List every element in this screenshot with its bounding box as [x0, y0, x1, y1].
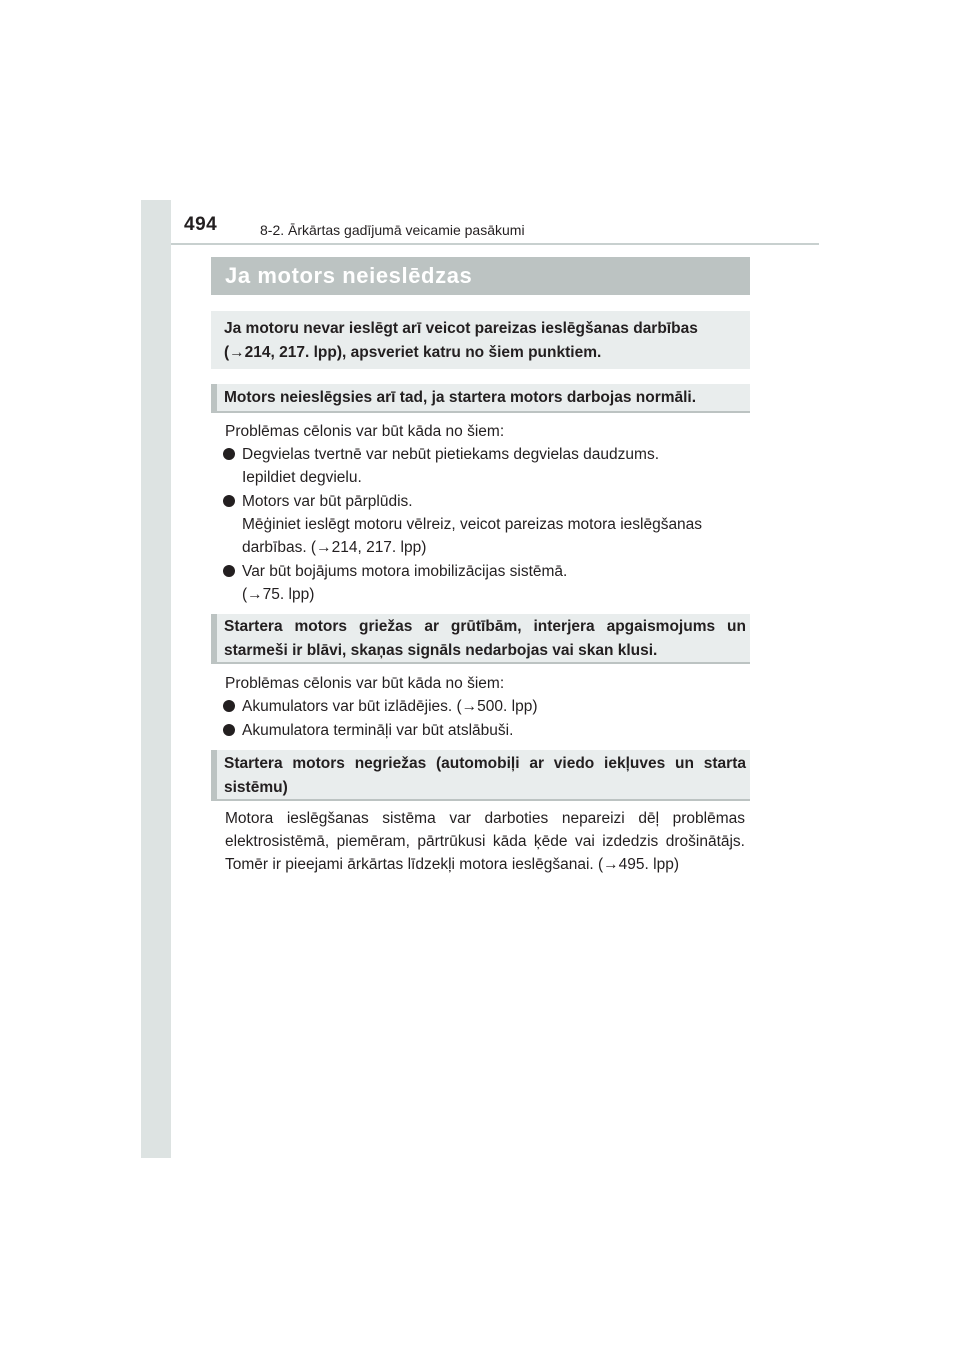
- intro-text: Ja motoru nevar ieslēgt arī veicot pareizas ieslēgšanas darbības (→214, 217. lpp), apsveriet katru no šiem punktiem.: [224, 320, 698, 361]
- list-item-line2: Iepildiet degvielu.: [242, 469, 362, 486]
- list-item-line1: Akumulatora termināļi var būt atslābuši.: [242, 722, 514, 739]
- list-item-line1: Degvielas tvertnē var nebūt pietiekams degvielas daudzums.: [242, 446, 660, 463]
- list-item-line2: (→75. lpp): [242, 586, 315, 603]
- section-body: Motora ieslēgšanas sistēma var darboties nepareizi dēļ problēmas elektrosistēmā, piemēram, pārtrūkusi kāda ķēde vai izdedzis drošinātājs. Tomēr ir pieejami ārkārtas līdzekļi motora ieslēgšanai. (→495. lpp): [225, 810, 745, 873]
- section-heading-box: [211, 384, 750, 413]
- page-number: 494: [184, 214, 218, 235]
- title-bar: [211, 257, 750, 295]
- list-item-line1: Motors var būt pārplūdis.: [242, 493, 413, 510]
- section-path: 8-2. Ārkārtas gadījumā veicamie pasākumi: [260, 222, 525, 238]
- list-item-line2: Mēģiniet ieslēgt motoru vēlreiz, veicot pareizas motora ieslēgšanas darbības. (→214, 217. lpp): [242, 516, 703, 556]
- bullet-dot-icon: [223, 724, 235, 736]
- section-heading-box: [211, 750, 750, 801]
- intro-box: [211, 311, 750, 369]
- bullet-dot-icon: [223, 448, 235, 460]
- bullet-dot-icon: [223, 495, 235, 507]
- section-lead: Problēmas cēlonis var būt kāda no šiem:: [225, 675, 505, 692]
- bullet-dot-icon: [223, 700, 235, 712]
- bullet-dot-icon: [223, 565, 235, 577]
- section-heading-box: [211, 614, 750, 664]
- section-lead: Problēmas cēlonis var būt kāda no šiem:: [225, 423, 505, 440]
- list-item-line1: Akumulators var būt izlādējies. (→500. lpp): [242, 698, 538, 715]
- page-title: Ja motors neieslēdzas: [225, 263, 473, 288]
- side-strip: [141, 200, 171, 1158]
- section-heading: Motors neieslēgsies arī tad, ja startera motors darbojas normāli.: [224, 389, 697, 406]
- header-divider: [171, 243, 819, 245]
- section-heading: Startera motors negriežas (automobiļi ar viedo iekļuves un starta sistēmu): [224, 755, 746, 796]
- section-heading: Startera motors griežas ar grūtībām, interjera apgaismojums un starmeši ir blāvi, skaņas signāls nedarbojas vai skan klusi.: [224, 618, 746, 659]
- list-item-line1: Var būt bojājums motora imobilizācijas sistēmā.: [242, 563, 568, 580]
